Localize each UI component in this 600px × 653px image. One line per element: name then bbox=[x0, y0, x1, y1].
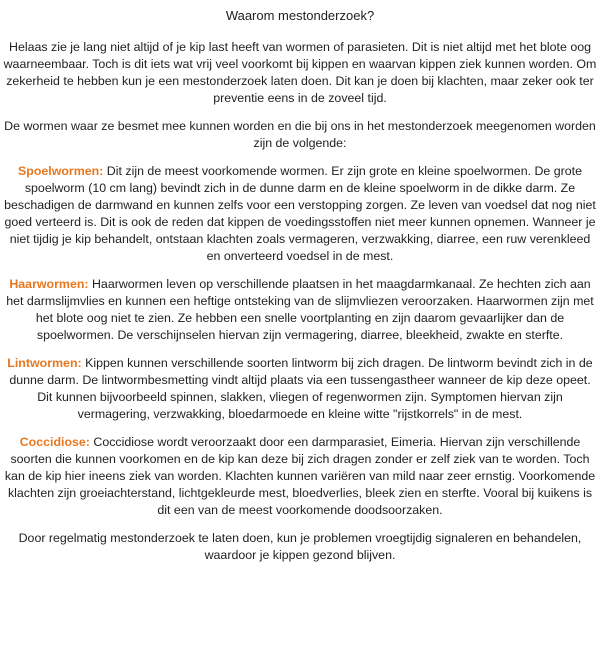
section-text: Dit zijn de meest voorkomende wormen. Er zijn grote en kleine spoelwormen. De grote spoelworm (10 cm lang) bevindt zich in de dunne darm en de kleine spoelworm in de dikke darm. Ze beschadigen de darmwand en kunnen zelfs voor een verstopping zorgen. Ze leven van voedsel dat nog niet goed verteerd is. Dit is ook de reden dat kippen de voedingsstoffen niet meer kunnen opnemen. Wanneer je niet tijdig je kip behandelt, ontstaan klachten zoals vermageren, verzwakking, diarree, een ruw verenkleed en onverteerd voedsel in de mest. bbox=[4, 164, 596, 263]
section-lintwormen bbox=[2, 355, 598, 423]
section-term: Spoelwormen: bbox=[17, 164, 104, 178]
section-term: Lintwormen: bbox=[7, 356, 82, 370]
section-text: Haarwormen leven op verschillende plaatsen in het maagdarmkanaal. Ze hechten zich aan het darmslijmvlies en kunnen een heftige ontsteking van de slijmvliezen veroorzaken. Haarwormen zijn met het blote oog niet te zien. Ze hebben een snelle voortplanting en zijn daarom gevaarlijker dan de spoelwormen. De verschijnselen hiervan zijn vermagering, diarree, bleekheid, zwakte en sterfte. bbox=[6, 277, 594, 342]
section-text: Coccidiose wordt veroorzaakt door een darmparasiet, Eimeria. Hiervan zijn verschillende soorten die kunnen voorkomen en de kip kan deze bij zich dragen zonder er zelf ziek van te worden. Toch kan de kip hier ineens ziek van worden. Klachten kunnen variëren van mild naar zeer ernstig. Voorkomende klachten zijn groeiachterstand, lichtgekleurde mest, bloedverlies, bleek zien en sterfte. Vooral bij kuikens is dit een van de meest voorkomende doodsoorzaken. bbox=[4, 435, 596, 517]
section-term: Coccidiose: bbox=[19, 435, 90, 449]
section-haarwormen bbox=[2, 276, 598, 344]
page-title: Waarom mestonderzoek? bbox=[225, 8, 375, 23]
worms-intro-paragraph: De wormen waar ze besmet mee kunnen worden en die bij ons in het mestonderzoek meegenomen worden zijn de volgende: bbox=[4, 119, 596, 150]
section-term: Haarwormen: bbox=[9, 277, 89, 291]
section-coccidiose bbox=[2, 434, 598, 519]
intro-paragraph: Helaas zie je lang niet altijd of je kip last heeft van wormen of parasieten. Dit is niet altijd met het blote oog waarneembaar. Toch is dit iets wat vrij veel voorkomt bij kippen en waarvan kippen ziek kunnen worden. Om zekerheid te hebben kun je een mestonderzoek laten doen. Dit kan je doen bij klachten, maar zeker ook ter preventie eens in de zoveel tijd. bbox=[3, 40, 597, 105]
section-text: Kippen kunnen verschillende soorten lintworm bij zich dragen. De lintworm bevindt zich in de dunne darm. De lintwormbesmetting vindt altijd plaats via een tussengastheer wanneer de kip deze opeet. Dit kunnen bijvoorbeeld spinnen, slakken, vliegen of regenwormen zijn. Symptomen hiervan zijn vermagering, verzwakking, bloedarmoede en kleine witte "rijstkorrels" in de mest. bbox=[9, 356, 593, 421]
section-spoelwormen bbox=[2, 163, 598, 265]
conclusion-paragraph: Door regelmatig mestonderzoek te laten doen, kun je problemen vroegtijdig signaleren en behandelen, waardoor je kippen gezond blijven. bbox=[18, 531, 582, 562]
